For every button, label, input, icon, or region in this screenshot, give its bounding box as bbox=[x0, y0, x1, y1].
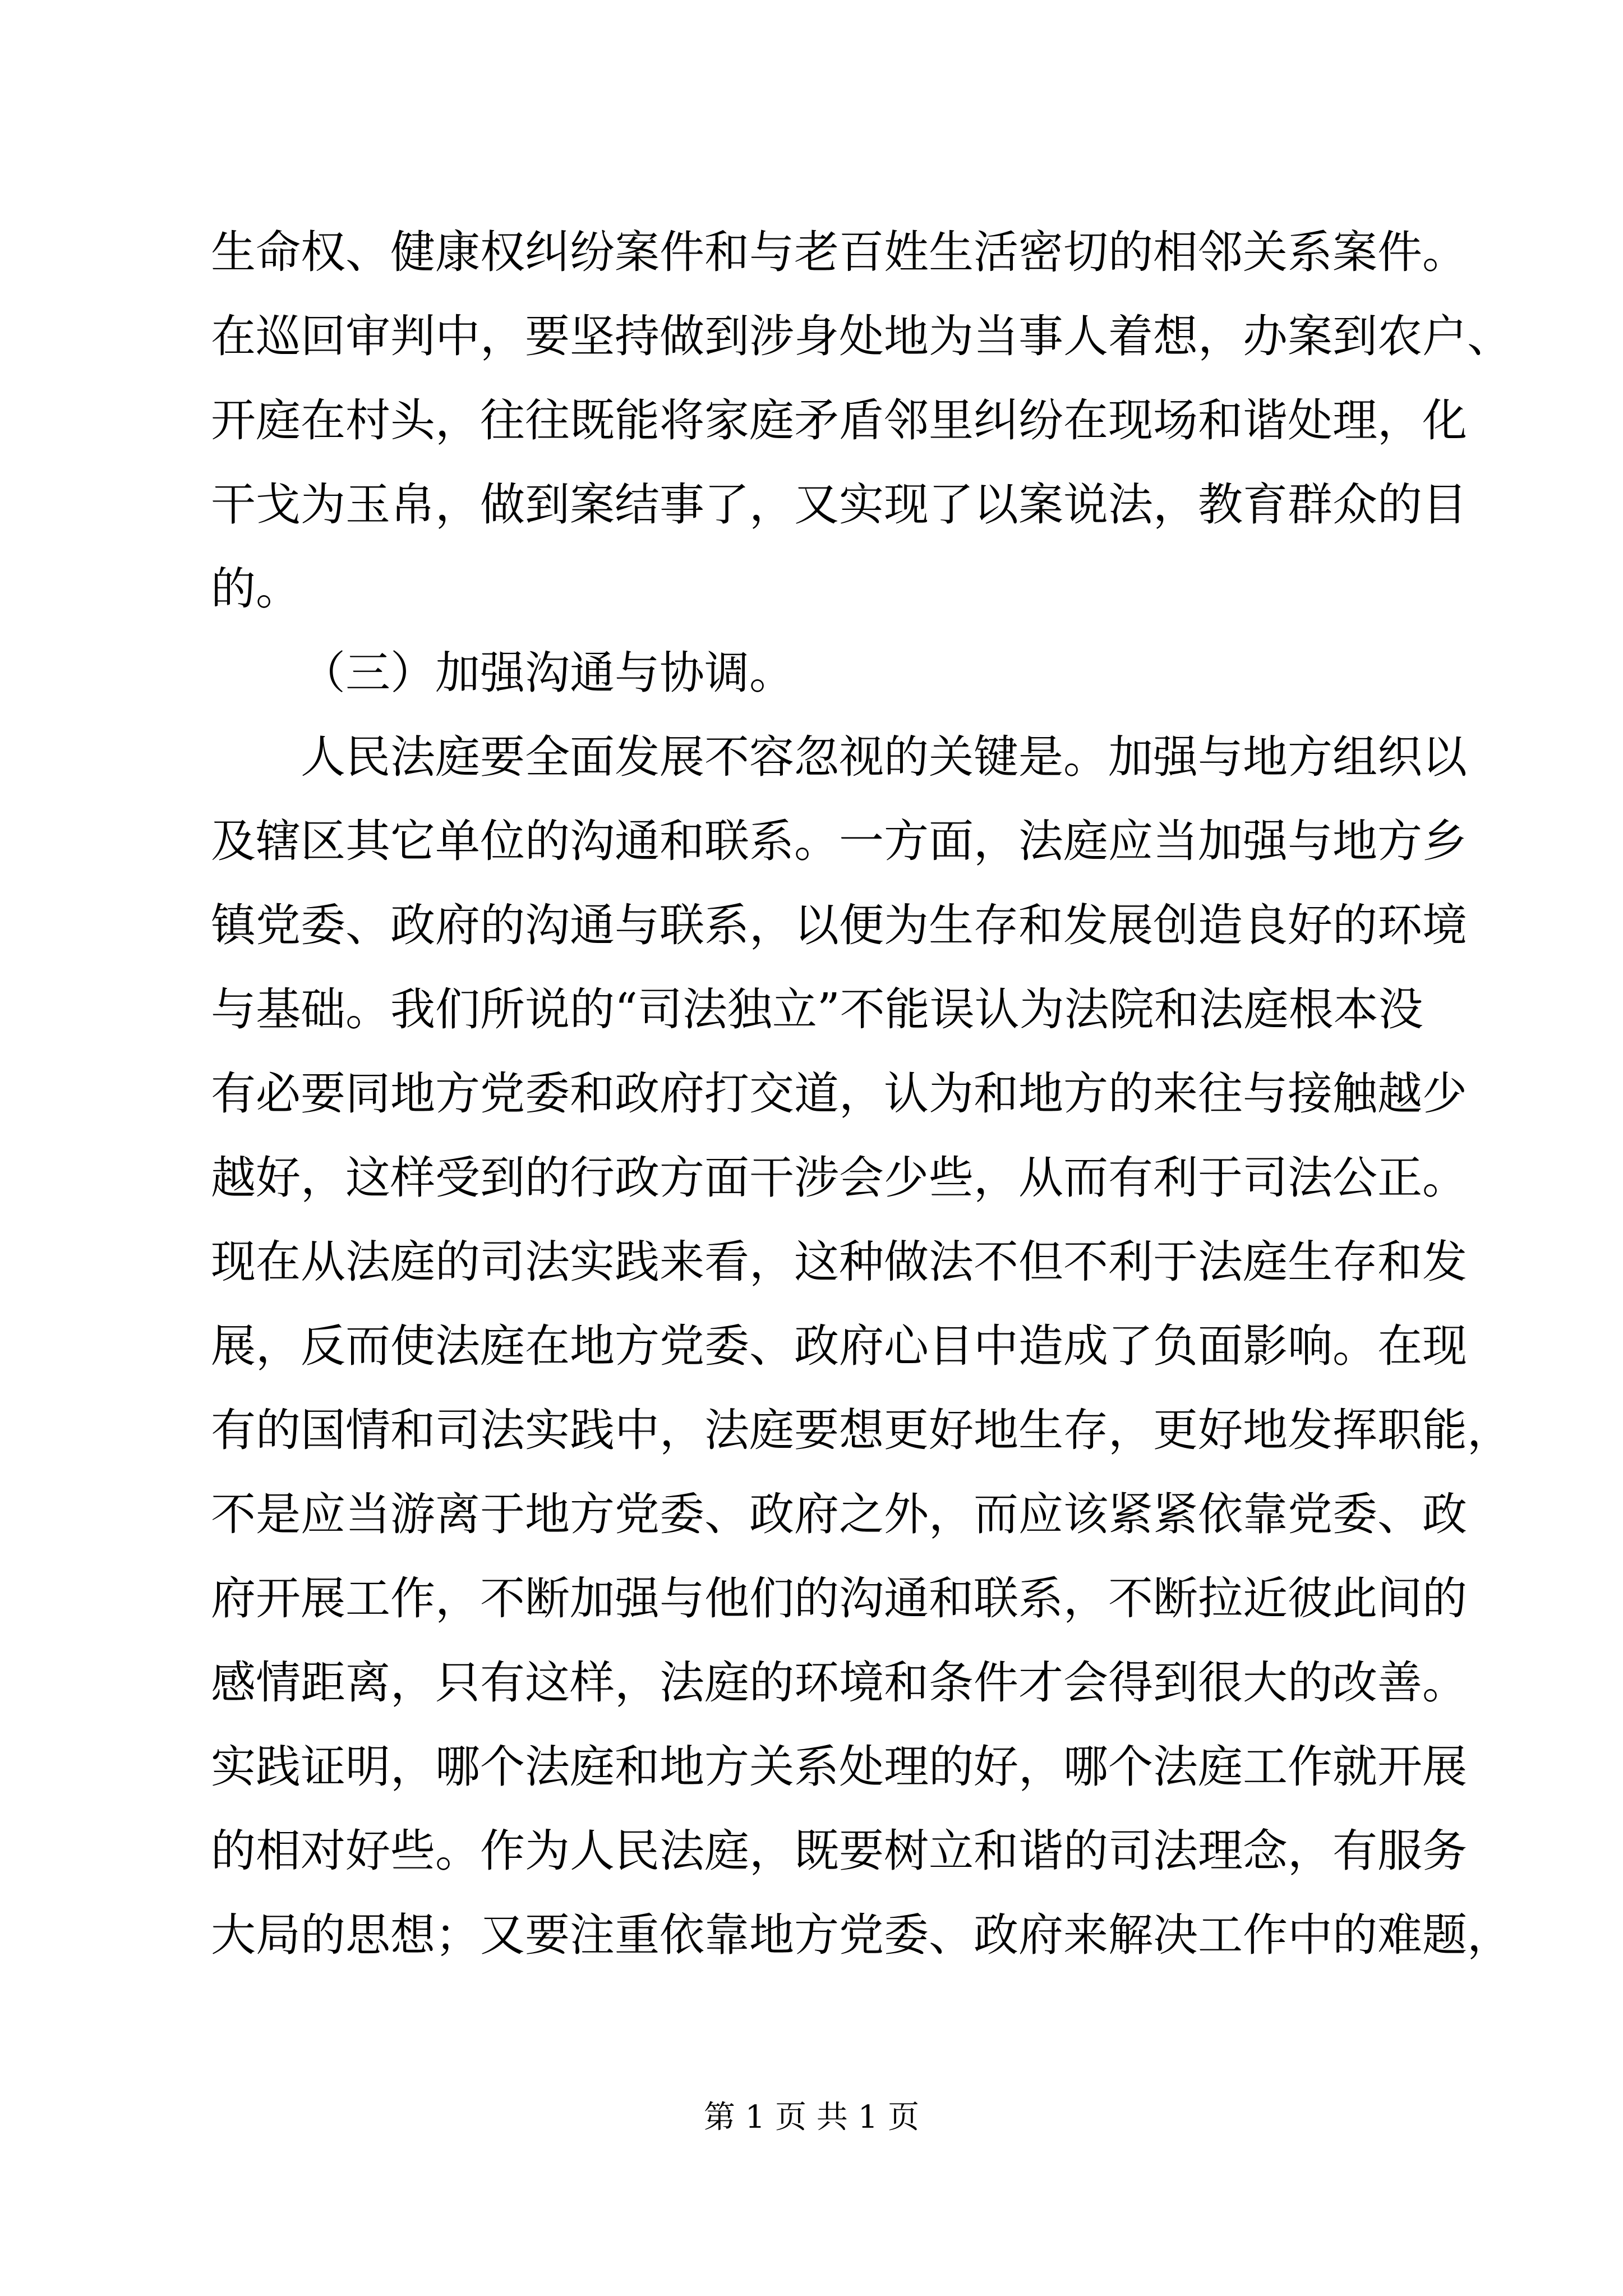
page-footer: 第 1 页 共 1 页 bbox=[703, 2099, 920, 2136]
text-line: 展，反而使法庭在地方党委、政府心目中造成了负面影响。在现 bbox=[211, 1320, 1467, 1372]
text-line: 现在从法庭的司法实践来看，这种做法不但不利于法庭生存和发 bbox=[211, 1236, 1467, 1288]
text-line: 及辖区其它单位的沟通和联系。一方面，法庭应当加强与地方乡 bbox=[211, 815, 1467, 867]
text-line: 越好，这样受到的行政方面干涉会少些，从而有利于司法公正。 bbox=[211, 1152, 1467, 1204]
text-line: 大局的思想；又要注重依靠地方党委、政府来解决工作中的难题， bbox=[211, 1909, 1512, 1961]
section-heading: （三）加强沟通与协调。 bbox=[301, 647, 794, 699]
text-line: 实践证明，哪个法庭和地方关系处理的好，哪个法庭工作就开展 bbox=[211, 1741, 1467, 1793]
text-line: 的。 bbox=[211, 563, 301, 615]
text-line: 在巡回审判中，要坚持做到涉身处地为当事人着想，办案到农户、 bbox=[211, 310, 1512, 362]
text-line: 开庭在村头，往往既能将家庭矛盾邻里纠纷在现场和谐处理，化 bbox=[211, 394, 1467, 447]
text-line: 有必要同地方党委和政府打交道，认为和地方的来往与接触越少 bbox=[211, 1068, 1467, 1120]
text-line: 干戈为玉帛，做到案结事了，又实现了以案说法，教育群众的目 bbox=[211, 478, 1467, 531]
text-line: 生命权、健康权纠纷案件和与老百姓生活密切的相邻关系案件。 bbox=[211, 226, 1467, 278]
paragraph-first-line: 人民法庭要全面发展不容忽视的关键是。加强与地方组织以 bbox=[301, 731, 1467, 783]
text-line: 的相对好些。作为人民法庭，既要树立和谐的司法理念，有服务 bbox=[211, 1825, 1467, 1877]
text-line: 与基础。我们所说的“司法独立”不能误认为法院和法庭根本没 bbox=[211, 983, 1423, 1036]
text-line: 不是应当游离于地方党委、政府之外，而应该紧紧依靠党委、政 bbox=[211, 1488, 1467, 1540]
text-line: 有的国情和司法实践中，法庭要想更好地生存，更好地发挥职能， bbox=[211, 1404, 1512, 1456]
text-line: 府开展工作，不断加强与他们的沟通和联系，不断拉近彼此间的 bbox=[211, 1572, 1467, 1625]
text-line: 镇党委、政府的沟通与联系，以便为生存和发展创造良好的环境 bbox=[211, 899, 1467, 951]
text-line: 感情距离，只有这样，法庭的环境和条件才会得到很大的改善。 bbox=[211, 1657, 1467, 1709]
